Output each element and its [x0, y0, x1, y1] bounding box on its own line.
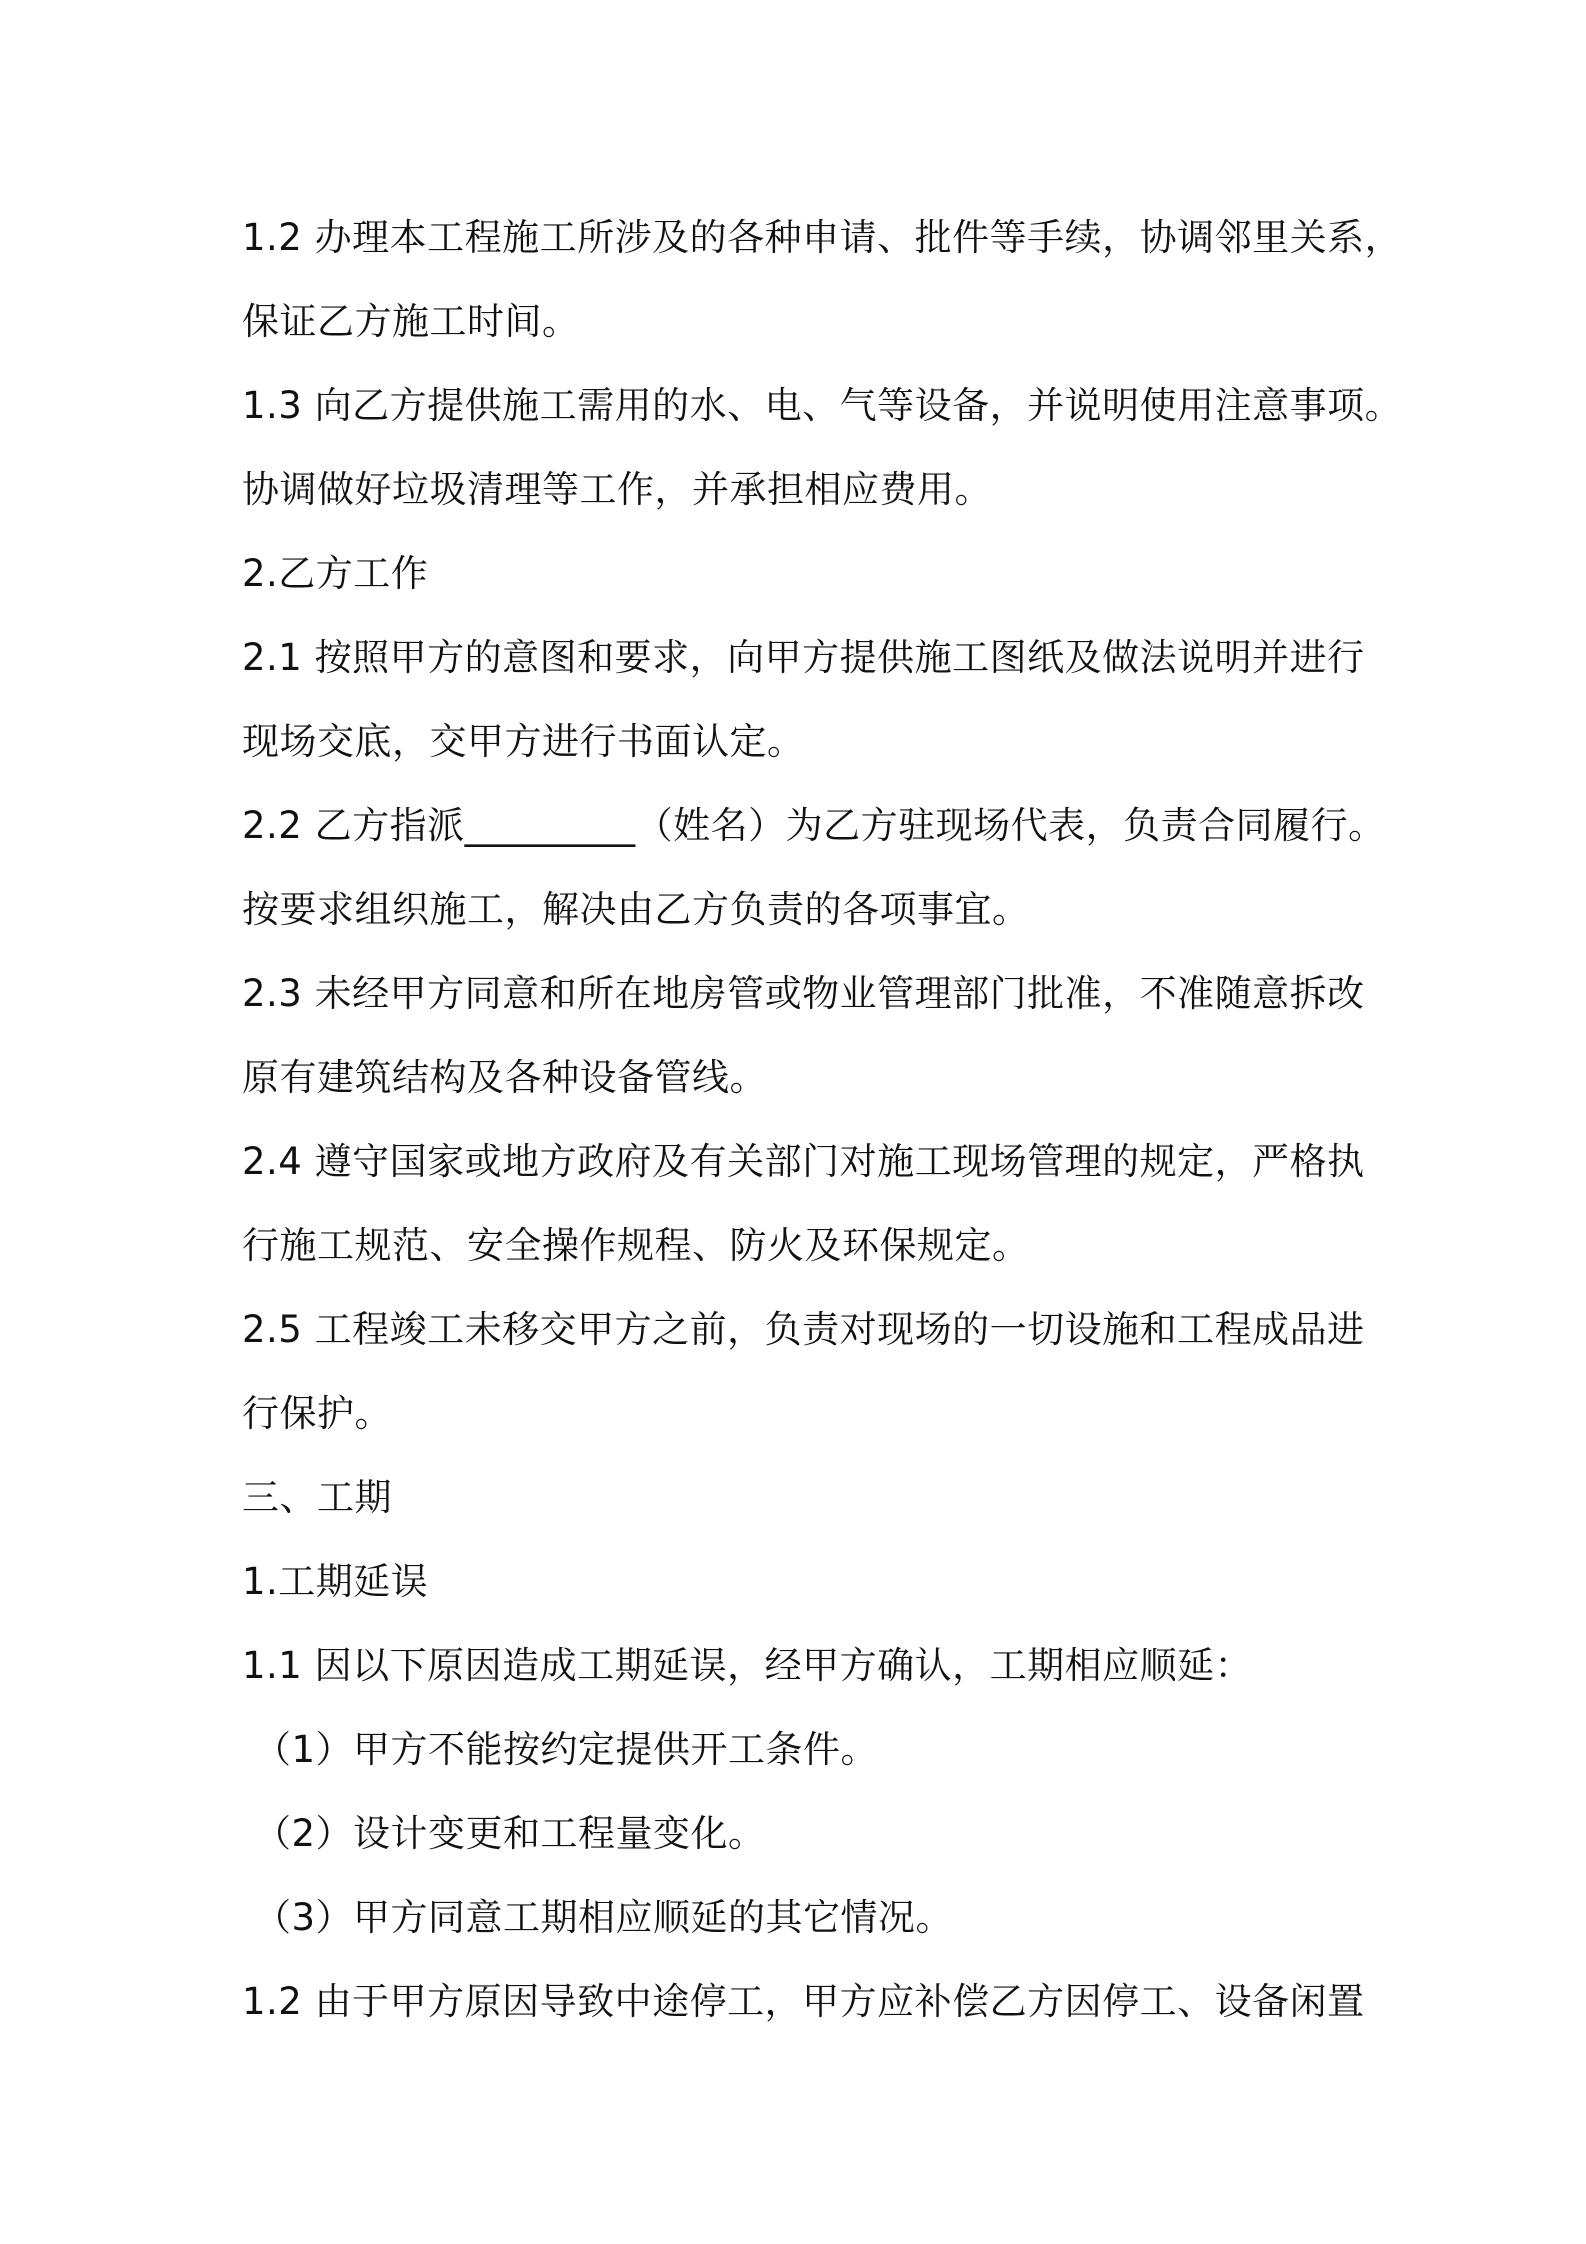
text-line: 现场交底，交甲方进行书面认定。 [242, 720, 805, 763]
text-line: 1.1 因以下原因造成工期延误，经甲方确认，工期相应顺延： [242, 1644, 1253, 1687]
text-line: 行施工规范、安全操作规程、防火及环保规定。 [242, 1224, 1030, 1267]
section-heading: 2.乙方工作 [242, 552, 429, 595]
text-line: 2.2 乙方指派_________（姓名）为乙方驻现场代表，负责合同履行。 [242, 804, 1386, 847]
list-item: （1）甲方不能按约定提供开工条件。 [254, 1728, 879, 1771]
section-heading: 1.工期延误 [242, 1560, 429, 1603]
text-line: 1.3 向乙方提供施工需用的水、电、气等设备，并说明使用注意事项。 [242, 384, 1403, 427]
list-item: （2）设计变更和工程量变化。 [254, 1812, 766, 1855]
text-line: 保证乙方施工时间。 [242, 300, 580, 343]
text-line: 2.4 遵守国家或地方政府及有关部门对施工现场管理的规定，严格执 [242, 1140, 1365, 1183]
chapter-heading: 三、工期 [242, 1476, 392, 1519]
text-line: 原有建筑结构及各种设备管线。 [242, 1056, 767, 1099]
text-line: 行保护。 [242, 1392, 392, 1435]
text-line: 2.3 未经甲方同意和所在地房管或物业管理部门批准，不准随意拆改 [242, 972, 1365, 1015]
text-line: 1.2 由于甲方原因导致中途停工，甲方应补偿乙方因停工、设备闲置 [242, 1980, 1365, 2023]
text-line: 2.5 工程竣工未移交甲方之前，负责对现场的一切设施和工程成品进 [242, 1308, 1365, 1351]
text-line: 按要求组织施工，解决由乙方负责的各项事宜。 [242, 888, 1030, 931]
text-line: 1.2 办理本工程施工所涉及的各种申请、批件等手续，协调邻里关系， [242, 216, 1403, 259]
text-line: 2.1 按照甲方的意图和要求，向甲方提供施工图纸及做法说明并进行 [242, 636, 1365, 679]
text-line: 协调做好垃圾清理等工作，并承担相应费用。 [242, 468, 992, 511]
list-item: （3）甲方同意工期相应顺延的其它情况。 [254, 1896, 954, 1939]
document-body [242, 196, 1403, 2044]
